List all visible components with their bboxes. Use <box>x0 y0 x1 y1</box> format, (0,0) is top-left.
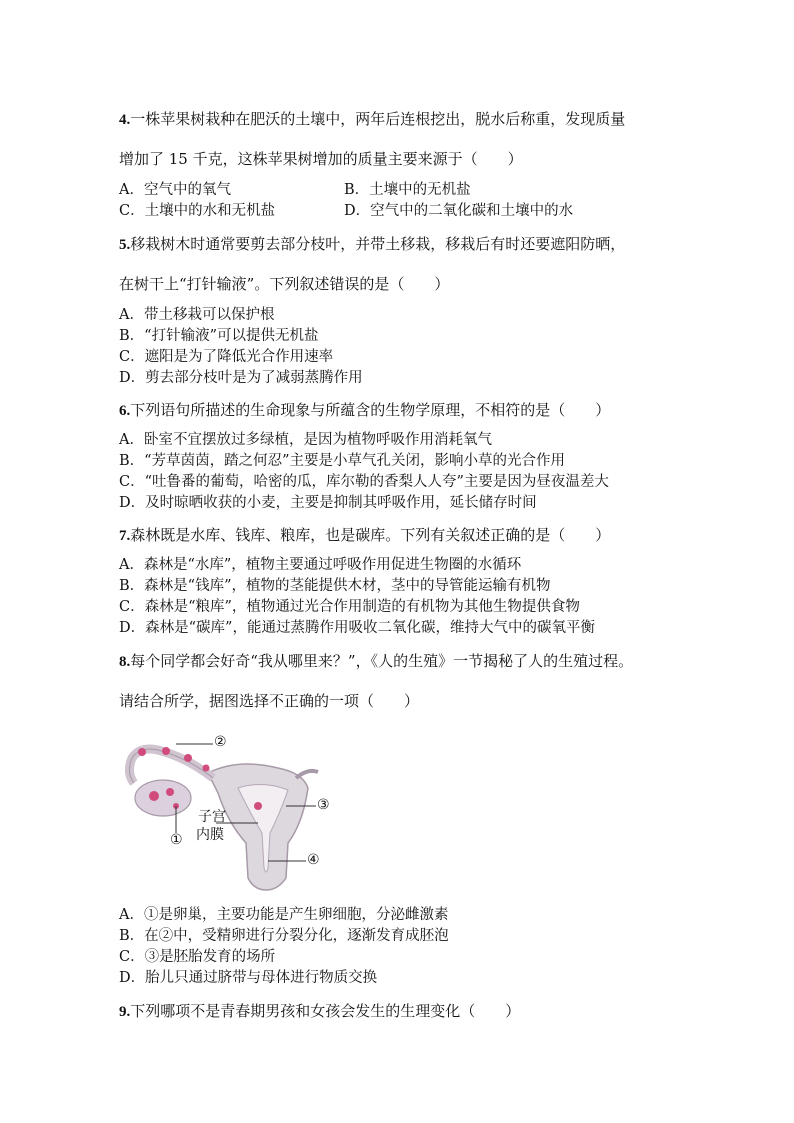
q4-option-a: A．空气中的氧气 <box>119 182 231 198</box>
figure-label-2: ② <box>214 734 227 750</box>
q7-option-b: B．森林是“钱库”，植物的茎能提供木材，茎中的导管能运输有机物 <box>119 578 551 594</box>
q8-option-c: C．③是胚胎发育的场所 <box>119 949 276 965</box>
q4-line2: 增加了 15 千克，这株苹果树增加的质量主要来源于（ ） <box>119 150 523 168</box>
q4-option-c: C．土壤中的水和无机盐 <box>119 203 276 219</box>
figure-label-uterus: 子宫 <box>198 809 226 825</box>
figure-label-1: ① <box>170 832 183 848</box>
q6-line1: 6.下列语句所描述的生命现象与所蕴含的生物学原理，不相符的是（ ） <box>119 401 611 419</box>
q8-option-d: D．胎儿只通过脐带与母体进行物质交换 <box>119 970 378 986</box>
q7-option-d: D．森林是“碳库”，能通过蒸腾作用吸收二氧化碳，维持大气中的碳氧平衡 <box>119 620 595 636</box>
q6-option-a: A．卧室不宜摆放过多绿植，是因为植物呼吸作用消耗氧气 <box>119 432 492 448</box>
q6-number: 6. <box>119 403 131 419</box>
q4-number: 4. <box>119 112 131 128</box>
figure-label-4: ④ <box>307 852 320 868</box>
uterus-diagram <box>118 728 338 893</box>
reproductive-system-figure <box>118 728 338 893</box>
q4-option-d: D．空气中的二氧化碳和土壤中的水 <box>344 203 574 219</box>
q7-line1: 7.森林既是水库、钱库、粮库，也是碳库。下列有关叙述正确的是（ ） <box>119 526 611 544</box>
q8-line1: 8.每个同学都会好奇“我从哪里来？”，《人的生殖》一节揭秘了人的生殖过程。 <box>119 652 634 670</box>
q5-option-b: B．“打针输液”可以提供无机盐 <box>119 328 319 344</box>
q5-line1: 5.移栽树木时通常要剪去部分枝叶，并带土移栽，移栽后有时还要遮阳防晒， <box>119 235 626 253</box>
q5-option-c: C．遮阳是为了降低光合作用速率 <box>119 349 334 365</box>
q4-option-b: B．土壤中的无机盐 <box>344 182 471 198</box>
q9-number: 9. <box>119 1004 131 1020</box>
q7-option-c: C．森林是“粮库”，植物通过光合作用制造的有机物为其他生物提供食物 <box>119 599 580 615</box>
q8-number: 8. <box>119 654 131 670</box>
q5-option-a: A．带土移栽可以保护根 <box>119 307 275 323</box>
q8-line2: 请结合所学，据图选择不正确的一项（ ） <box>119 692 420 710</box>
q6-option-d: D．及时晾晒收获的小麦，主要是抑制其呼吸作用，延长储存时间 <box>119 495 537 511</box>
q9-line1: 9.下列哪项不是青春期男孩和女孩会发生的生理变化（ ） <box>119 1002 521 1020</box>
figure-label-3: ③ <box>317 797 330 813</box>
q5-line2: 在树干上“打针输液”。下列叙述错误的是（ ） <box>119 275 450 293</box>
q4-line1: 4.一株苹果树栽种在肥沃的土壤中，两年后连根挖出，脱水后称重，发现质量 <box>119 110 626 128</box>
q5-option-d: D．剪去部分枝叶是为了减弱蒸腾作用 <box>119 370 363 386</box>
q8-option-a: A．①是卵巢，主要功能是产生卵细胞，分泌雌激素 <box>119 907 449 923</box>
q7-option-a: A．森林是“水库”，植物主要通过呼吸作用促进生物圈的水循环 <box>119 557 522 573</box>
q6-option-c: C．“吐鲁番的葡萄，哈密的瓜，库尔勒的香梨人人夸”主要是因为昼夜温差大 <box>119 474 609 490</box>
figure-label-lining: 内膜 <box>196 827 224 843</box>
q5-number: 5. <box>119 237 131 253</box>
q6-option-b: B．“芳草茵茵，踏之何忍”主要是小草气孔关闭，影响小草的光合作用 <box>119 453 565 469</box>
q7-number: 7. <box>119 528 131 544</box>
q8-option-b: B．在②中，受精卵进行分裂分化，逐渐发育成胚泡 <box>119 928 449 944</box>
